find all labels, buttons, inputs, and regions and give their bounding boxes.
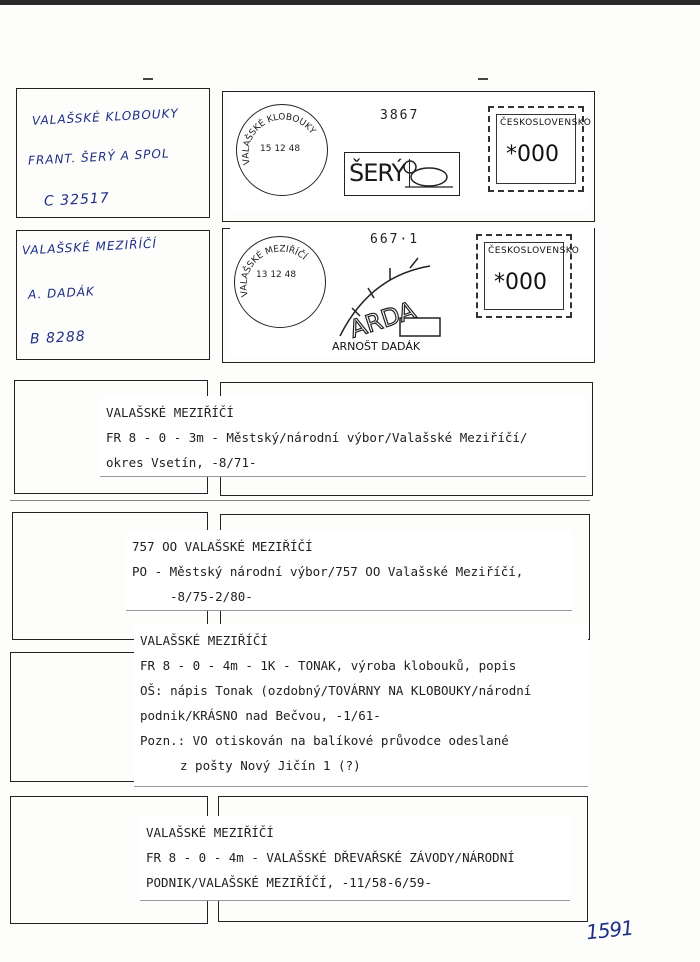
separator [10, 500, 590, 501]
logo-text: ŠERÝ [349, 159, 410, 187]
lamb-icon [397, 155, 457, 193]
strip-line: podnik/KRÁSNO nad Bečvou, -1/61- [140, 708, 381, 723]
info-strip-2 [126, 530, 572, 610]
strip-line: FR 8 - 0 - 3m - Městský/národní výbor/Valašské Meziříčí/ [106, 430, 528, 445]
stamp-value: *000 [494, 270, 547, 295]
meter-number: 667·1 [370, 232, 420, 247]
strip-line: okres Vsetín, -8/71- [106, 455, 257, 470]
meter-number: 3867 [380, 108, 420, 123]
postmark-date: 15 12 48 [260, 144, 301, 154]
strip-line: PODNIK/VALAŠSKÉ MEZIŘÍČÍ, -11/58-6/59- [146, 875, 432, 890]
meter-stamp-1 [230, 94, 590, 210]
strip-line: Pozn.: VO otiskován na balíkové průvodce odeslané [140, 733, 509, 748]
strip-line: z pošty Nový Jičín 1 (?) [180, 758, 361, 773]
page-number: 1591 [584, 915, 635, 945]
strip-line: -8/75-2/80- [170, 589, 253, 604]
info-strip-1 [100, 396, 586, 476]
strip-line: VALAŠSKÉ MEZIŘÍČÍ [140, 633, 268, 648]
top-edge [0, 0, 700, 5]
stamp-value: *000 [506, 142, 559, 167]
handwritten-line: B 8288 [29, 328, 87, 348]
strip-line: FR 8 - 0 - 4m - 1K - TONAK, výroba klobouků, popis [140, 658, 517, 673]
strip-line: VALAŠSKÉ MEZIŘÍČÍ [146, 825, 274, 840]
handwritten-line: FRANT. ŠERÝ A SPOL [27, 146, 170, 168]
handwritten-line: VALAŠSKÉ MEZIŘÍČÍ [21, 236, 158, 258]
handwritten-line: C 32517 [43, 190, 111, 210]
handwritten-line: VALAŠSKÉ KLOBOUKY [31, 106, 180, 128]
strip-line: OŠ: nápis Tonak (ozdobný/TOVÁRNY NA KLOBOUKY/národní [140, 683, 532, 698]
info-strip-3 [134, 624, 588, 786]
strip-line: FR 8 - 0 - 4m - VALAŠSKÉ DŘEVAŘSKÉ ZÁVODY/NÁRODNÍ [146, 850, 515, 865]
postage-frame [488, 106, 592, 192]
strip-line: VALAŠSKÉ MEZIŘÍČÍ [106, 405, 234, 420]
meter-stamp-2 [230, 226, 594, 356]
circle-text [234, 236, 326, 328]
postmark-date: 13 12 48 [256, 270, 297, 280]
strip-line: 757 OO VALAŠSKÉ MEZIŘÍČÍ [132, 539, 313, 554]
dash-mark [478, 78, 488, 80]
postage-frame [476, 234, 580, 318]
strip-line: PO - Městský národní výbor/757 OO Valašské Meziříčí, [132, 564, 524, 579]
svg-text:VALAŠSKÉ KLOBOUKY: VALAŠSKÉ KLOBOUKY [241, 112, 317, 166]
svg-text:ARDA: ARDA [346, 296, 419, 344]
meter-caption: ARNOŠT DADÁK [332, 340, 421, 353]
stamp-country: ČESKOSLOVENSKO [488, 246, 580, 256]
svg-text:VALAŠSKÉ MEZIŘÍČÍ: VALAŠSKÉ MEZIŘÍČÍ [239, 244, 309, 298]
sery-logo [344, 152, 460, 196]
stamp-country: ČESKOSLOVENSKO [500, 118, 592, 128]
dash-mark [143, 78, 153, 80]
info-strip-4 [140, 816, 570, 900]
handwritten-line: A. DADÁK [27, 284, 96, 302]
